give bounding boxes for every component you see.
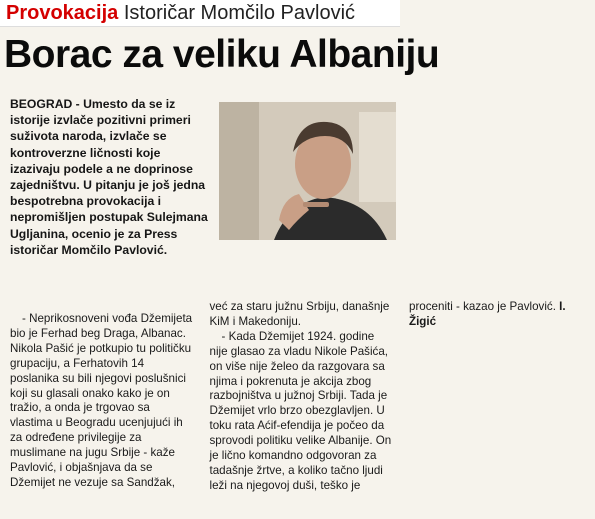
kicker-subtitle: Istoričar Momčilo Pavlović (123, 2, 356, 24)
article-body (10, 300, 566, 518)
kicker-bar (0, 0, 400, 27)
body-paragraph-1: - Neprikosnoveni vođa Džemijeta bio je Ferhad beg Draga, Albanac. Nikola Pašić je potkupio tu političku grupaciju, a Ferhatovih 14 poslanika su bili njegovi poslušnici koji su glasali onako kako je on tražio, a onda je trgovao sa vlastima u Beogradu ucenjujući ih za određene privilegije za muslimane na jugu Srbije - kaže Pavlović, i objašnjava da se Džemijet ne vezuje sa Sandžak, već za staru južnu Srbiju, današnje KiM i Makedoniju. (10, 300, 390, 489)
lead-paragraph: BEOGRAD - Umesto da se iz istorije izvlače pozitivni primeri suživota naroda, izvlače se kontroverzne ličnosti koje izazivaju podele a ne doprinose zajedništvu. U pitanju je još jedna bespotrebna provokacija i nepromišljen postupak Sulejmana Ugljanina, ocenio je za Press istoričar Momčilo Pavlović. (10, 97, 208, 257)
section-tag: Provokacija (6, 2, 119, 24)
portrait-illustration (219, 102, 396, 240)
headline: Borac za veliku Albaniju (4, 33, 440, 76)
body-paragraph-2-text: - Kada Džemijet 1924. godine nije glasao za vladu Nikole Pašića, on više nije želeo da razgovara sa njima i pokrenuta je akcija zbog razbojništva u južnoj Srbiji. Tada je Džemijet vrlo brzo obezglavljen. U toku rata Aćif-efendija je počeo da sprovodi politiku velike Albanije. On je lično komandno odgovoran za tadašnje žrtve, a koliko tačno ljudi leži na njegovoj duši, teško je proceniti - kazao je Pavlović. (209, 300, 556, 492)
author-signature: I. Žigić (409, 300, 566, 328)
portrait-photo (219, 102, 396, 240)
body-paragraph-2 (210, 300, 595, 518)
